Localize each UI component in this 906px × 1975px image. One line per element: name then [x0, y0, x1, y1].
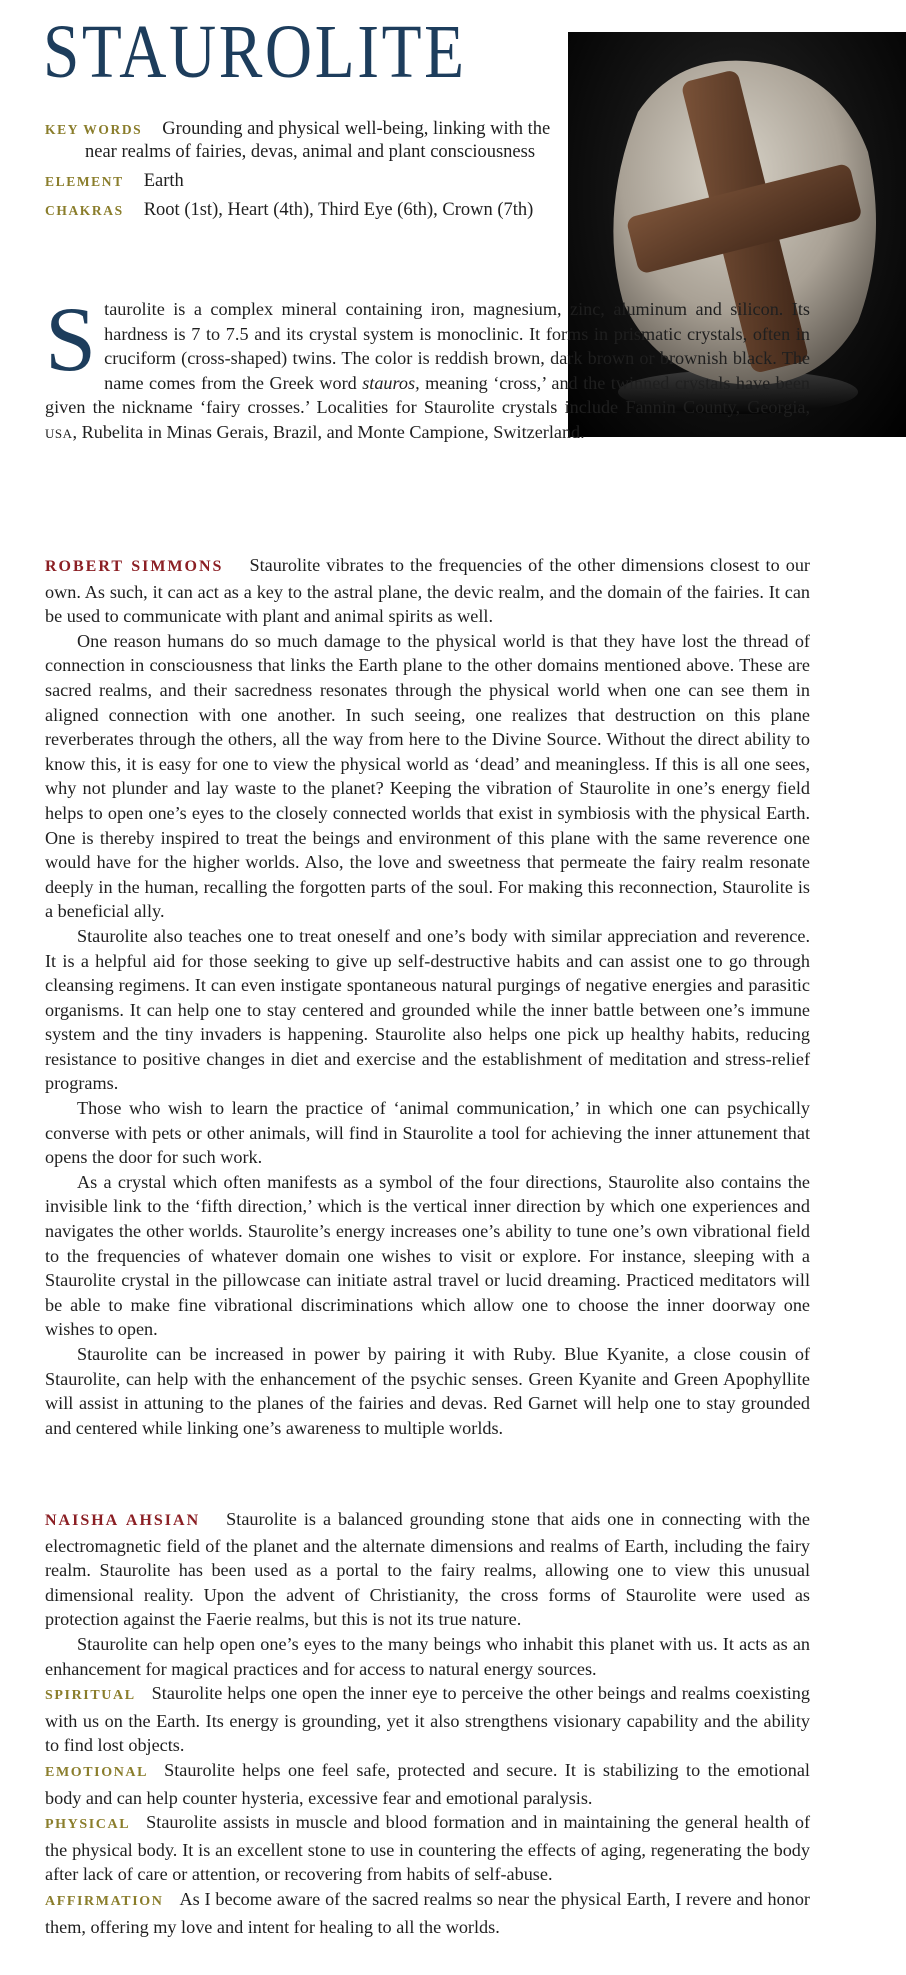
simmons-paragraph-4: Those who wish to learn the practice of ‘animal communication,’ in which one can psychically converse with pets or other animals, will find in Staurolite a tool for achieving the inner attunement that opens the door for such work. — [45, 1098, 810, 1168]
affirmation-label: AFFIRMATION — [45, 1893, 164, 1909]
intro-text-2: meaning ‘cross,’ and the twinned crystals have been given the nickname ‘fairy crosses.’ Localities for Staurolite crystals include Fannin County, Georgia, — [45, 372, 810, 418]
ahsian-paragraph-2: Staurolite can help open one’s eyes to the many beings who inhabit this planet with us. It acts as an enhancement for magical practices and for access to natural energy sources. — [45, 1633, 810, 1679]
naisha-ahsian-heading: NAISHA AHSIAN — [45, 1512, 201, 1529]
mineral-properties — [45, 118, 555, 228]
simmons-paragraph-6: Staurolite can be increased in power by pairing it with Ruby. Blue Kyanite, a close cousin of Staurolite, can help with the enhancement of the psychic senses. Green Kyanite and Green Apophyllite will assist in attuning to the planes of the fairies and devas. Red Garnet will help one to stay grounded and centered while linking one’s awareness to multiple worlds. — [45, 1344, 810, 1438]
physical-label: PHYSICAL — [45, 1817, 131, 1833]
simmons-paragraph-2: One reason humans do so much damage to the physical world is that they have lost the thread of connection in consciousness that links the Earth plane to the other domains mentioned above. These are sacred realms, and their sacredness resonates through the physical world when one can see them in aligned connection with one another. In such seeing, one realizes that destruction on this plane reverberates through the others, all the way from here to the Divine Source. Without the direct ability to know this, it is easy for one to view the physical world as ‘dead’ and meaningless. If this is all one sees, why not plunder and lay waste to the planet? Keeping the vibration of Staurolite in one’s energy field helps to open one’s eyes to the closely connected worlds that exist in symbiosis with the physical Earth. One is thereby inspired to treat the beings and environment of this plane with the same reverence one would have for the higher worlds. Also, the love and sweetness that permeate the fairy realm resonate deeply in the human, recalling the forgotten parts of the soul. For making this reconnection, Staurolite is a beneficial ally. — [45, 630, 810, 922]
spiritual-label: SPIRITUAL — [45, 1688, 136, 1704]
chakras-value: Root (1st), Heart (4th), Third Eye (6th), Crown (7th) — [143, 200, 534, 220]
chakras-label: CHAKRAS — [45, 203, 124, 218]
naisha-ahsian-section — [45, 1507, 810, 1939]
element-value: Earth — [143, 171, 184, 191]
element-row — [45, 170, 555, 193]
simmons-paragraph-5: As a crystal which often manifests as a symbol of the four directions, Staurolite also contains the invisible link to the ‘fifth direction,’ which is the vertical inner direction by which one experiences and navigates the other worlds. Staurolite’s energy increases one’s ability to tune one’s own vibrational field to the frequencies of whatever domain one wishes to visit or explore. For instance, sleeping with a Staurolite crystal in the pillowcase can initiate astral travel or lucid dreaming. Practiced meditators will be able to make fine vibrational discriminations which allow one to choose the inner doorway one wishes to open. — [45, 1171, 810, 1340]
simmons-paragraph-1: Staurolite vibrates to the frequencies of the other dimensions closest to our own. As such, it can act as a key to the astral plane, the devic realm, and the domain of the fairies. It can be used to communicate with plant and animal spirits as well. — [45, 555, 810, 627]
key-words-row — [45, 118, 555, 164]
intro-text-3: , Rubelita in Minas Gerais, Brazil, and Monte Campione, Switzerland. — [72, 421, 585, 442]
robert-simmons-heading: ROBERT SIMMONS — [45, 558, 224, 575]
chakras-row — [45, 199, 555, 222]
intro-italic-word: stauros, — [362, 372, 420, 393]
page-title: STAUROLITE — [43, 10, 467, 94]
intro-text-1: taurolite is a complex mineral containing iron, magnesium, zinc, aluminum and silicon. Its hardness is 7 to 7.5 and its crystal system is monoclinic. It forms in prismatic crystals, often in cruciform (cross-shaped) twins. The color is reddish brown, dark brown or brownish black. The name comes from the Greek word — [104, 299, 810, 393]
affirmation-text: As I become aware of the sacred realms so near the physical Earth, I revere and honor them, offering my love and intent for healing to all the worlds. — [45, 1888, 810, 1937]
ahsian-paragraph-1: Staurolite is a balanced grounding stone that aids one in connecting with the electromagnetic field of the planet and the alternate dimensions and realms of Earth, including the fairy realm. Staurolite has been used as a portal to the fairy realms, allowing one to view this unusual dimensional reality. Upon the advent of Christianity, the cross forms of Staurolite were used as protection against the Faerie realms, but this is not its true nature. — [45, 1509, 811, 1630]
physical-text: Staurolite assists in muscle and blood formation and in maintaining the general health of the physical body. It is an excellent stone to use in countering the effects of aging, regenerating the body after lack of care or attention, or recovering from habits of self-abuse. — [45, 1812, 810, 1885]
robert-simmons-section — [45, 553, 810, 1440]
intro-paragraph — [45, 288, 810, 447]
simmons-paragraph-3: Staurolite also teaches one to treat oneself and one’s body with similar appreciation and reverence. It is a helpful aid for those seeking to give up self-destructive habits and can assist one to go through cleansing regimens. It can even instigate spontaneous natural purgings of negative energies and parasitic organisms. It can help one to stay centered and grounded while the inner battle between one’s immune system and the tiny invaders is happening. Staurolite also helps one pick up healthy habits, reducing resistance to positive changes in diet and exercise and the establishment of meditation and stress-relief programs. — [45, 925, 810, 1094]
key-words-value: Grounding and physical well-being, linking with the near realms of fairies, devas, animal and plant consciousness — [85, 119, 551, 162]
emotional-text: Staurolite helps one feel safe, protected and secure. It is stabilizing to the emotional body and can help counter hysteria, excessive fear and emotional paralysis. — [45, 1759, 810, 1808]
element-label: ELEMENT — [45, 174, 124, 189]
spiritual-text: Staurolite helps one open the inner eye to perceive the other beings and realms coexisting with us on the Earth. Its energy is grounding, yet it also strengthens visionary capability and the ability to find lost objects. — [45, 1683, 810, 1756]
intro-usa: USA — [45, 425, 73, 441]
emotional-label: EMOTIONAL — [45, 1764, 149, 1780]
key-words-label: KEY WORDS — [45, 122, 143, 137]
drop-cap: S — [45, 288, 97, 390]
